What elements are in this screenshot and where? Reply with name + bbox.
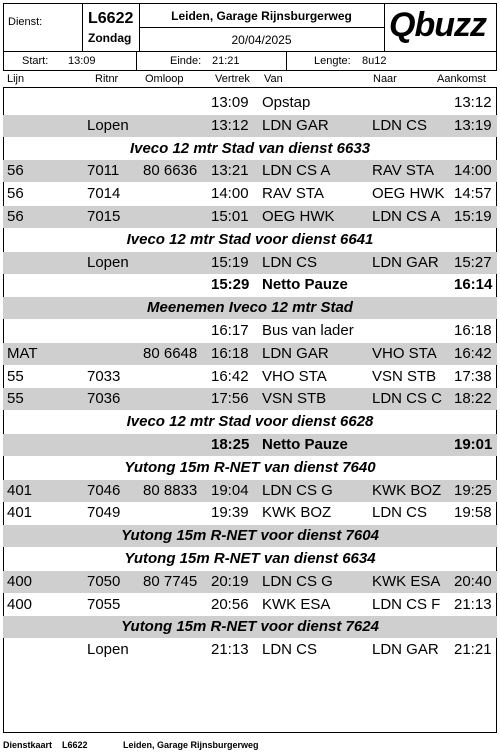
vehicle-title-row [3, 297, 497, 319]
cell-ritnr: 7015 [87, 208, 121, 225]
cell-van: LDN GAR [262, 344, 329, 362]
cell-naar: KWK BOZ [372, 481, 442, 499]
trip-row [3, 639, 497, 661]
vehicle-title: Yutong 15m R-NET van dienst 6634 [124, 550, 376, 567]
cell-aankomst: 14:00 [454, 162, 492, 180]
header-block [3, 3, 497, 71]
cell-naar: LDN CS [372, 116, 428, 134]
day-label: Zondag [88, 31, 132, 45]
col-lijn: Lijn [7, 73, 25, 85]
cell-vertrek: 20:19 [211, 572, 249, 590]
col-ritnr: Ritnr [95, 73, 119, 85]
vehicle-title-row [3, 616, 497, 638]
cell-vertrek: 14:00 [211, 185, 249, 203]
cell-lijn: 56 [7, 208, 24, 225]
cell-aankomst: 14:57 [454, 185, 492, 203]
vehicle-title: Iveco 12 mtr Stad van dienst 6633 [129, 139, 371, 157]
col-naar: Naar [373, 73, 397, 85]
trip-row [3, 115, 497, 137]
cell-van: LDN CS G [262, 572, 333, 590]
cell-ritnr: 7046 [87, 481, 121, 499]
cell-naar: RAV STA [372, 162, 434, 180]
cell-ritnr: Lopen [87, 641, 129, 659]
vehicle-title-row [3, 411, 497, 433]
cell-ritnr: 7014 [87, 185, 121, 203]
cell-lijn: 55 [7, 390, 24, 408]
cell-van: LDN CS A [262, 162, 331, 180]
vehicle-title-row [3, 229, 497, 251]
cell-naar: VHO STA [372, 344, 437, 362]
cell-vertrek: 17:56 [211, 390, 249, 408]
cell-aankomst: 16:14 [454, 276, 493, 294]
cell-vertrek: 13:21 [211, 162, 249, 180]
cell-vertrek: 16:17 [211, 322, 249, 339]
column-header-row [3, 71, 497, 88]
footer-location: Leiden, Garage Rijnsburgerweg [123, 740, 259, 750]
cell-naar: VSN STB [372, 367, 437, 385]
cell-lijn: 401 [7, 481, 33, 499]
cell-vertrek: 19:39 [211, 504, 249, 522]
cell-vertrek: 15:29 [211, 276, 250, 294]
cell-vertrek: 20:56 [211, 595, 249, 613]
cell-ritnr: 7011 [87, 162, 120, 180]
cell-van: Bus van lader [262, 322, 354, 339]
vehicle-title: Yutong 15m R-NET voor dienst 7604 [121, 527, 379, 545]
cell-lijn: 56 [7, 185, 24, 203]
cell-aankomst: 13:19 [454, 116, 492, 134]
trip-row [3, 480, 497, 502]
cell-aankomst: 18:22 [454, 390, 492, 408]
trip-row [3, 502, 497, 524]
col-aankomst: Aankomst [437, 73, 486, 85]
trip-row [3, 571, 497, 593]
cell-van: LDN CS G [262, 481, 333, 499]
cell-omloop: 80 6636 [143, 162, 198, 180]
cell-van: LDN CS [262, 641, 318, 659]
lengte-value: 8u12 [362, 55, 387, 67]
cell-van: OEG HWK [262, 208, 335, 225]
cell-vertrek: 13:09 [211, 94, 249, 111]
cell-naar: LDN CS [372, 504, 428, 522]
trip-row [3, 343, 497, 365]
cell-vertrek: 13:12 [211, 116, 249, 134]
cell-van: KWK BOZ [262, 504, 332, 522]
einde-label: Einde: [170, 55, 202, 67]
trip-row [3, 388, 497, 410]
cell-vertrek: 15:01 [211, 208, 249, 225]
cell-aankomst: 16:42 [454, 344, 492, 362]
cell-aankomst: 21:21 [454, 641, 492, 659]
trip-row [3, 206, 497, 228]
cell-van: VSN STB [262, 390, 327, 408]
cell-naar: LDN CS C [372, 390, 443, 408]
qbuzz-logo: Qbuzz [389, 6, 486, 44]
cell-aankomst: 21:13 [454, 595, 492, 613]
trip-row [3, 594, 497, 616]
cell-ritnr: 7050 [87, 572, 121, 590]
cell-ritnr: 7055 [87, 595, 121, 613]
cell-naar: LDN GAR [372, 641, 439, 659]
cell-omloop: 80 6648 [143, 344, 198, 362]
start-value: 13:09 [68, 55, 96, 67]
cell-lijn: 400 [7, 572, 33, 590]
vehicle-title-row [3, 457, 497, 479]
cell-van: KWK ESA [262, 595, 331, 613]
pause-row [3, 434, 497, 456]
cell-vertrek: 16:18 [211, 344, 249, 362]
cell-lijn: 400 [7, 595, 33, 613]
cell-naar: LDN CS A [372, 208, 441, 225]
vehicle-title-row [3, 525, 497, 547]
cell-omloop: 80 7745 [143, 572, 198, 590]
vehicle-title-row [3, 138, 497, 160]
cell-aankomst: 15:19 [454, 208, 492, 225]
trip-row [3, 183, 497, 205]
cell-lijn: 401 [7, 504, 33, 522]
cell-naar: OEG HWK [372, 185, 445, 203]
vehicle-title: Yutong 15m R-NET voor dienst 7624 [121, 618, 379, 636]
cell-ritnr: 7033 [87, 367, 121, 385]
cell-naar: KWK ESA [372, 572, 441, 590]
cell-van: Opstap [262, 94, 311, 111]
cell-aankomst: 19:58 [454, 504, 492, 522]
cell-aankomst: 16:18 [454, 322, 492, 339]
col-omloop: Omloop [145, 73, 184, 85]
cell-vertrek: 18:25 [211, 436, 250, 453]
trip-row [3, 366, 497, 388]
cell-van: LDN GAR [262, 116, 329, 134]
cell-aankomst: 13:12 [454, 94, 492, 111]
einde-value: 21:21 [212, 55, 240, 67]
cell-ritnr: Lopen [87, 253, 129, 271]
cell-aankomst: 15:27 [454, 253, 492, 271]
cell-naar: LDN GAR [372, 253, 439, 271]
cell-vertrek: 15:19 [211, 253, 249, 271]
cell-van: LDN CS [262, 253, 318, 271]
start-label: Start: [22, 55, 49, 67]
cell-vertrek: 19:04 [211, 481, 249, 499]
cell-lijn: 56 [7, 162, 24, 180]
cell-lijn: MAT [7, 344, 38, 362]
cell-ritnr: Lopen [87, 116, 129, 134]
cell-ritnr: 7049 [87, 504, 121, 522]
col-van: Van [264, 73, 283, 85]
cell-van: Netto Pauze [262, 276, 348, 294]
trip-row [3, 320, 497, 342]
dienst-label: Dienst: [8, 16, 43, 28]
cell-van: Netto Pauze [262, 436, 348, 453]
location-label: Leiden, Garage Rijnsburgerweg [171, 9, 352, 23]
date-label: 20/04/2025 [231, 33, 292, 47]
cell-aankomst: 20:40 [454, 572, 492, 590]
vehicle-title: Yutong 15m R-NET van dienst 7640 [124, 458, 376, 476]
dienst-number: L6622 [88, 10, 134, 27]
vehicle-title: Iveco 12 mtr Stad voor dienst 6628 [126, 413, 374, 431]
footer-dienst: L6622 [62, 740, 88, 750]
cell-van: VHO STA [262, 367, 327, 385]
vehicle-title: Iveco 12 mtr Stad voor dienst 6641 [126, 230, 374, 248]
vehicle-title-row [3, 548, 497, 570]
cell-vertrek: 16:42 [211, 367, 249, 385]
footer-label: Dienstkaart [3, 740, 53, 750]
cell-lijn: 55 [7, 367, 24, 385]
cell-omloop: 80 8833 [143, 481, 198, 499]
cell-naar: LDN CS F [372, 595, 441, 613]
pause-row [3, 274, 497, 296]
trip-row [3, 252, 497, 274]
col-vertrek: Vertrek [215, 73, 250, 85]
cell-aankomst: 19:01 [454, 436, 493, 453]
cell-aankomst: 17:38 [454, 367, 492, 385]
cell-aankomst: 19:25 [454, 481, 492, 499]
lengte-label: Lengte: [314, 55, 351, 67]
vehicle-title: Meenemen Iveco 12 mtr Stad [147, 299, 353, 317]
cell-van: RAV STA [262, 185, 324, 203]
cell-ritnr: 7036 [87, 390, 121, 408]
cell-vertrek: 21:13 [211, 641, 249, 659]
trip-row [3, 160, 497, 182]
trip-row [3, 92, 497, 114]
